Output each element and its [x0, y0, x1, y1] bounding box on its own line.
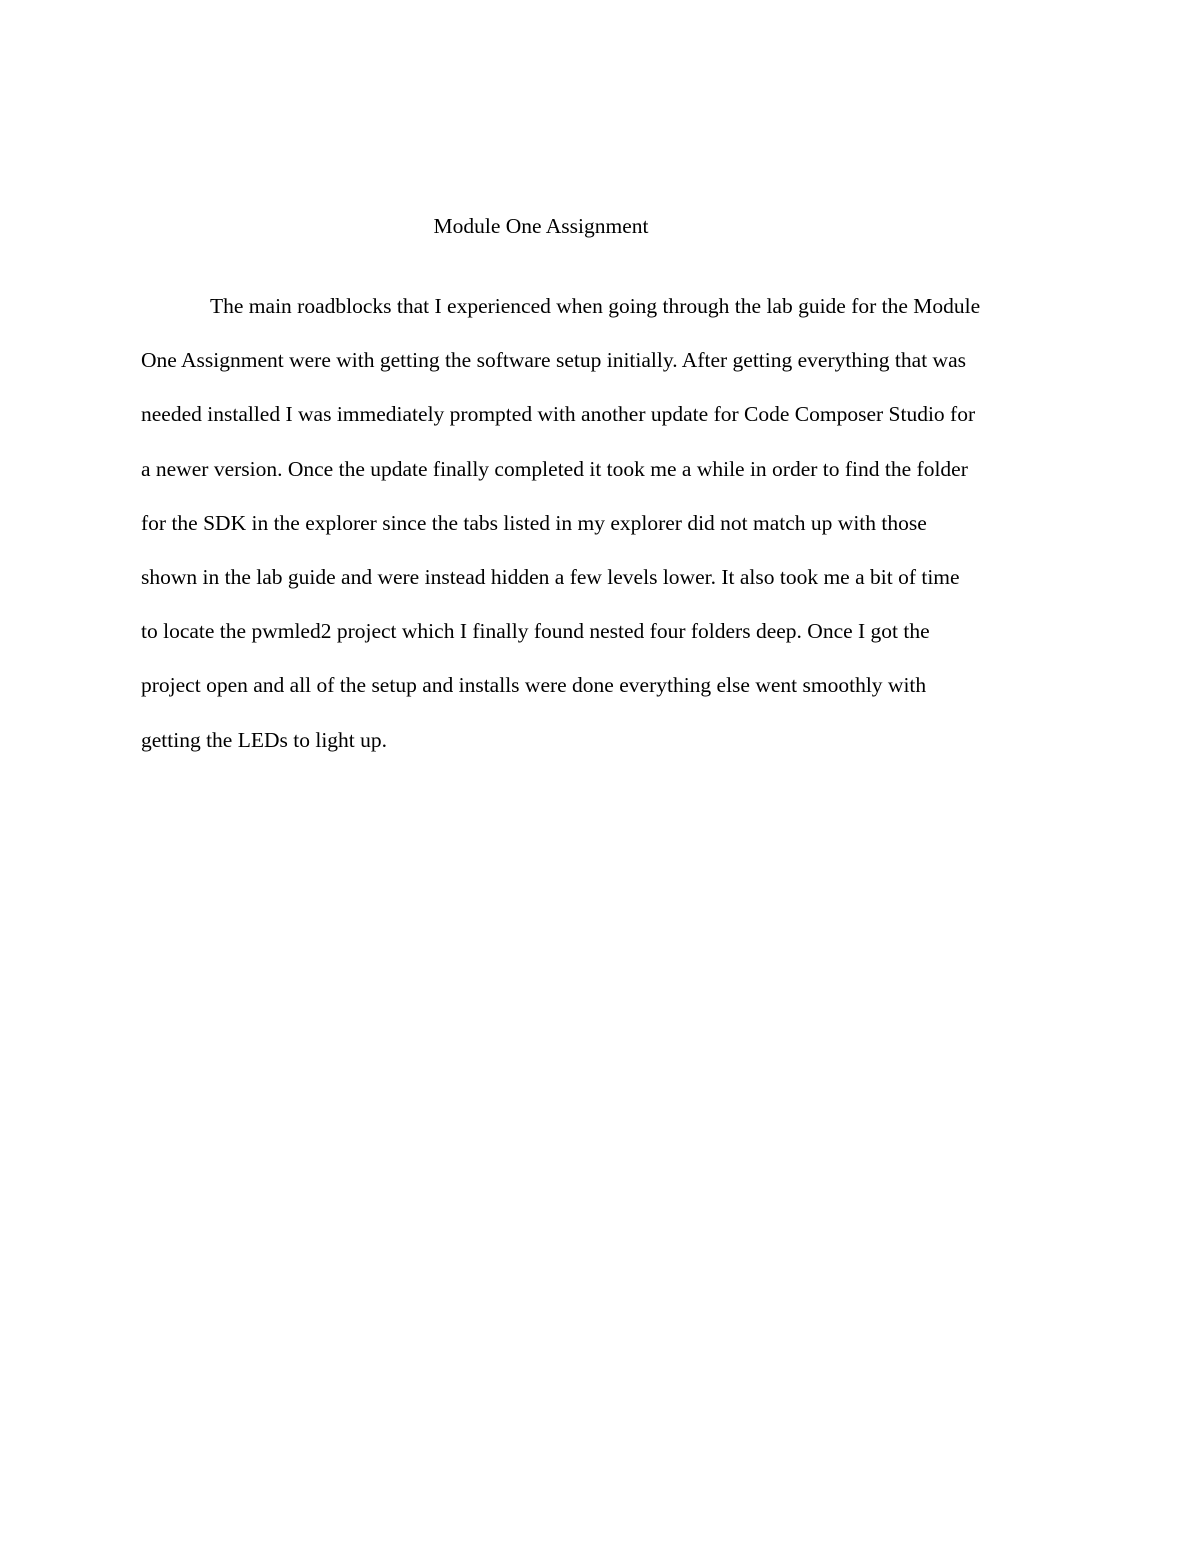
- paragraph-line: to locate the pwmled2 project which I finally found nested four folders deep. Once I got the: [141, 619, 930, 644]
- paragraph-line: for the SDK in the explorer since the tabs listed in my explorer did not match up with those: [141, 510, 927, 535]
- paragraph-line: project open and all of the setup and installs were done everything else went smoothly with: [141, 673, 927, 698]
- body-paragraph: [141, 279, 1061, 767]
- paragraph-line: a newer version. Once the update finally completed it took me a while in order to find the folder: [141, 456, 968, 481]
- paragraph-line: getting the LEDs to light up.: [141, 727, 388, 752]
- paragraph-line: The main roadblocks that I experienced when going through the lab guide for the Module: [210, 294, 981, 318]
- document-title: Module One Assignment: [433, 214, 649, 238]
- paragraph-line: One Assignment were with getting the software setup initially. After getting everything that was: [141, 348, 966, 373]
- paragraph-line: shown in the lab guide and were instead hidden a few levels lower. It also took me a bit of time: [141, 565, 960, 590]
- paragraph-line: needed installed I was immediately prompted with another update for Code Composer Studio for: [141, 402, 976, 427]
